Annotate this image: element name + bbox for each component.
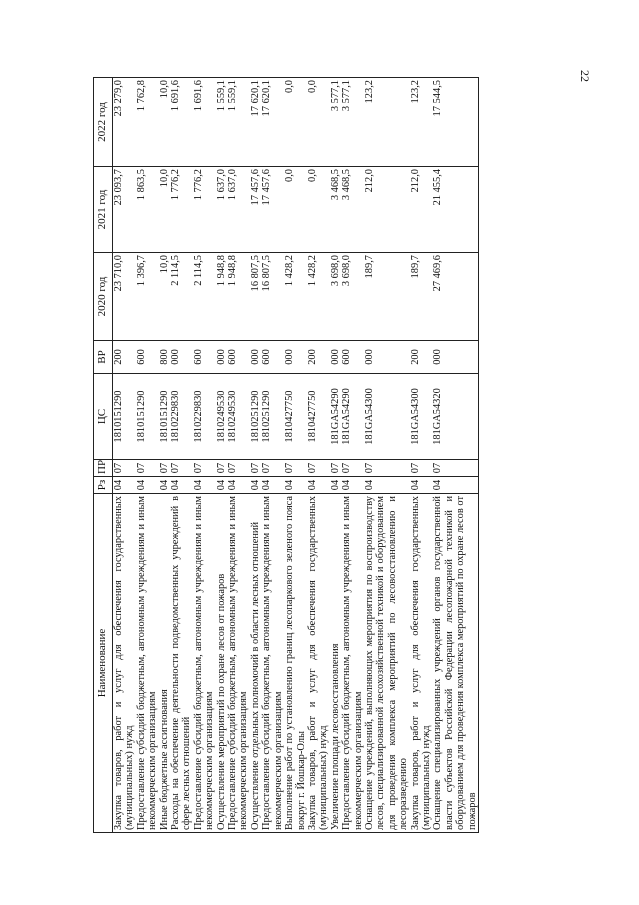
cell-pr: 07	[330, 460, 341, 477]
cell-vr: 600	[261, 341, 284, 374]
cell-pr: 07	[261, 460, 284, 477]
cell-name: Оснащение специализированных учреждений органов государственной власти субъектов Российской Федерации лесопожарной техникой и оборудованием для проведения комплекса мероприятий по охране лесов от пожаров	[432, 494, 478, 833]
cell-rz: 04	[261, 477, 284, 494]
cell-cs: 1810151290	[113, 374, 136, 460]
cell-y2022: 0,0	[307, 78, 330, 167]
cell-y2021: 17 457,6	[261, 167, 284, 253]
cell-name: Закупка товаров, работ и услуг для обеспечения государственных (муниципальных) нужд	[113, 494, 136, 833]
table-row	[341, 78, 364, 833]
cell-pr: 07	[364, 460, 410, 477]
cell-y2021: 21 455,4	[432, 167, 478, 253]
header-2022: 2022 год	[94, 78, 113, 167]
cell-y2021: 1 776,2	[170, 167, 193, 253]
cell-cs: 1810229830	[193, 374, 216, 460]
cell-vr: 000	[432, 341, 478, 374]
cell-y2021: 10,0	[159, 167, 170, 253]
table-row	[284, 78, 307, 833]
cell-cs: 181GA54300	[364, 374, 410, 460]
cell-y2022: 10,0	[159, 78, 170, 167]
cell-cs: 1810427750	[307, 374, 330, 460]
cell-y2020: 2 114,5	[193, 253, 216, 341]
cell-rz: 04	[227, 477, 250, 494]
table-row	[364, 78, 410, 833]
cell-pr: 07	[307, 460, 330, 477]
cell-y2022: 17 620,1	[261, 78, 284, 167]
cell-vr: 000	[216, 341, 227, 374]
cell-vr: 600	[136, 341, 159, 374]
cell-rz: 04	[216, 477, 227, 494]
cell-cs: 1810151290	[159, 374, 170, 460]
cell-pr: 07	[227, 460, 250, 477]
cell-rz: 04	[136, 477, 159, 494]
cell-pr: 07	[410, 460, 433, 477]
cell-y2020: 1 428,2	[307, 253, 330, 341]
table-row	[432, 78, 478, 833]
cell-rz: 04	[432, 477, 478, 494]
cell-y2021: 212,0	[364, 167, 410, 253]
cell-y2022: 1 559,1	[216, 78, 227, 167]
table-row	[170, 78, 193, 833]
cell-cs: 1810151290	[136, 374, 159, 460]
table-header-row	[94, 78, 113, 833]
table-body	[113, 78, 479, 833]
cell-pr: 07	[284, 460, 307, 477]
cell-vr: 000	[330, 341, 341, 374]
cell-y2020: 189,7	[410, 253, 433, 341]
cell-y2020: 1 396,7	[136, 253, 159, 341]
header-pr: ПР	[94, 460, 113, 477]
table-row	[216, 78, 227, 833]
table-row	[159, 78, 170, 833]
cell-y2021: 17 457,6	[250, 167, 261, 253]
cell-vr: 000	[364, 341, 410, 374]
cell-pr: 07	[159, 460, 170, 477]
cell-pr: 07	[432, 460, 478, 477]
cell-vr: 000	[170, 341, 193, 374]
cell-vr: 200	[410, 341, 433, 374]
cell-rz: 04	[159, 477, 170, 494]
cell-name: Предоставление субсидий бюджетным, автономным учреждениям и иным некоммерческим организациям	[341, 494, 364, 833]
cell-cs: 181GA54300	[410, 374, 433, 460]
cell-y2022: 1 559,1	[227, 78, 250, 167]
cell-y2020: 1 948,8	[216, 253, 227, 341]
cell-vr: 800	[159, 341, 170, 374]
cell-y2020: 1 948,8	[227, 253, 250, 341]
cell-y2020: 3 698,0	[341, 253, 364, 341]
cell-name: Иные бюджетные ассигнования	[159, 494, 170, 833]
cell-y2021: 3 468,5	[330, 167, 341, 253]
table-row	[330, 78, 341, 833]
cell-name: Закупка товаров, работ и услуг для обеспечения государственных (муниципальных) нужд	[307, 494, 330, 833]
cell-y2022: 3 577,1	[330, 78, 341, 167]
cell-cs: 181GA54290	[330, 374, 341, 460]
cell-y2020: 27 469,6	[432, 253, 478, 341]
table-row	[250, 78, 261, 833]
cell-rz: 04	[284, 477, 307, 494]
header-vr: ВР	[94, 341, 113, 374]
cell-y2022: 1 691,6	[193, 78, 216, 167]
cell-y2021: 1 776,2	[193, 167, 216, 253]
cell-pr: 07	[136, 460, 159, 477]
cell-y2022: 17 620,1	[250, 78, 261, 167]
cell-cs: 181GA54320	[432, 374, 478, 460]
cell-cs: 1810251290	[261, 374, 284, 460]
header-2021: 2021 год	[94, 167, 113, 253]
budget-table	[93, 77, 479, 833]
cell-y2021: 1 637,0	[227, 167, 250, 253]
cell-y2022: 1 691,6	[170, 78, 193, 167]
cell-cs: 1810251290	[250, 374, 261, 460]
header-2020: 2020 год	[94, 253, 113, 341]
cell-y2022: 17 544,5	[432, 78, 478, 167]
cell-name: Увеличение площади лесовосстановления	[330, 494, 341, 833]
cell-y2020: 3 698,0	[330, 253, 341, 341]
cell-name: Предоставление субсидий бюджетным, автономным учреждениям и иным некоммерческим организациям	[227, 494, 250, 833]
cell-name: Предоставление субсидий бюджетным, автономным учреждениям и иным некоммерческим организациям	[193, 494, 216, 833]
cell-y2022: 123,2	[364, 78, 410, 167]
rotated-page	[93, 78, 599, 833]
cell-y2022: 1 762,8	[136, 78, 159, 167]
cell-y2020: 189,7	[364, 253, 410, 341]
cell-y2020: 10,0	[159, 253, 170, 341]
cell-vr: 600	[341, 341, 364, 374]
cell-vr: 600	[227, 341, 250, 374]
header-cs: ЦС	[94, 374, 113, 460]
cell-cs: 1810427750	[284, 374, 307, 460]
cell-y2022: 0,0	[284, 78, 307, 167]
cell-rz: 04	[307, 477, 330, 494]
table-row	[113, 78, 136, 833]
cell-rz: 04	[250, 477, 261, 494]
cell-vr: 000	[284, 341, 307, 374]
cell-pr: 07	[341, 460, 364, 477]
cell-rz: 04	[113, 477, 136, 494]
cell-name: Расходы на обеспечение деятельности подведомственных учреждений в сфере лесных отношений	[170, 494, 193, 833]
cell-pr: 07	[113, 460, 136, 477]
cell-rz: 04	[170, 477, 193, 494]
table-row	[193, 78, 216, 833]
cell-rz: 04	[341, 477, 364, 494]
cell-vr: 000	[250, 341, 261, 374]
cell-y2020: 16 807,5	[250, 253, 261, 341]
cell-rz: 04	[193, 477, 216, 494]
cell-y2021: 3 468,5	[341, 167, 364, 253]
cell-cs: 1810249530	[227, 374, 250, 460]
cell-y2021: 23 093,7	[113, 167, 136, 253]
cell-name: Выполнение работ по установлению границ лесопаркового зеленого пояса вокруг г. Йошкар-Олы	[284, 494, 307, 833]
cell-y2022: 23 279,0	[113, 78, 136, 167]
cell-pr: 07	[216, 460, 227, 477]
cell-y2021: 1 637,0	[216, 167, 227, 253]
cell-vr: 600	[193, 341, 216, 374]
cell-pr: 07	[193, 460, 216, 477]
cell-y2021: 0,0	[307, 167, 330, 253]
cell-name: Осуществление отдельных полномочий в области лесных отношений	[250, 494, 261, 833]
cell-y2020: 2 114,5	[170, 253, 193, 341]
cell-y2020: 16 807,5	[261, 253, 284, 341]
cell-pr: 07	[170, 460, 193, 477]
cell-name: Предоставление субсидий бюджетным, автономным учреждениям и иным некоммерческим организациям	[261, 494, 284, 833]
cell-y2022: 3 577,1	[341, 78, 364, 167]
table-row	[136, 78, 159, 833]
cell-name: Предоставление субсидий бюджетным, автономным учреждениям и иным некоммерческим организациям	[136, 494, 159, 833]
table-row	[410, 78, 433, 833]
cell-vr: 200	[113, 341, 136, 374]
table-row	[227, 78, 250, 833]
cell-y2022: 123,2	[410, 78, 433, 167]
table-row	[261, 78, 284, 833]
cell-name: Осуществление мероприятий по охране лесов от пожаров	[216, 494, 227, 833]
cell-rz: 04	[364, 477, 410, 494]
cell-cs: 181GA54290	[341, 374, 364, 460]
cell-rz: 04	[330, 477, 341, 494]
header-rz: Рз	[94, 477, 113, 494]
cell-rz: 04	[410, 477, 433, 494]
cell-y2020: 1 428,2	[284, 253, 307, 341]
page-number: 22	[578, 70, 592, 82]
cell-cs: 1810249530	[216, 374, 227, 460]
cell-y2021: 1 863,5	[136, 167, 159, 253]
cell-name: Оснащение учреждений, выполняющих мероприятия по воспроизводству лесов, специализированной лесохозяйственной техникой и оборудованием для проведения комплекса мероприятий по лесовосстановлению и лесоразведению	[364, 494, 410, 833]
cell-y2020: 23 710,0	[113, 253, 136, 341]
cell-pr: 07	[250, 460, 261, 477]
cell-vr: 200	[307, 341, 330, 374]
cell-name: Закупка товаров, работ и услуг для обеспечения государственных (муниципальных) нужд	[410, 494, 433, 833]
cell-y2021: 212,0	[410, 167, 433, 253]
header-name: Наименование	[94, 494, 113, 833]
cell-y2021: 0,0	[284, 167, 307, 253]
table-row	[307, 78, 330, 833]
cell-cs: 1810229830	[170, 374, 193, 460]
